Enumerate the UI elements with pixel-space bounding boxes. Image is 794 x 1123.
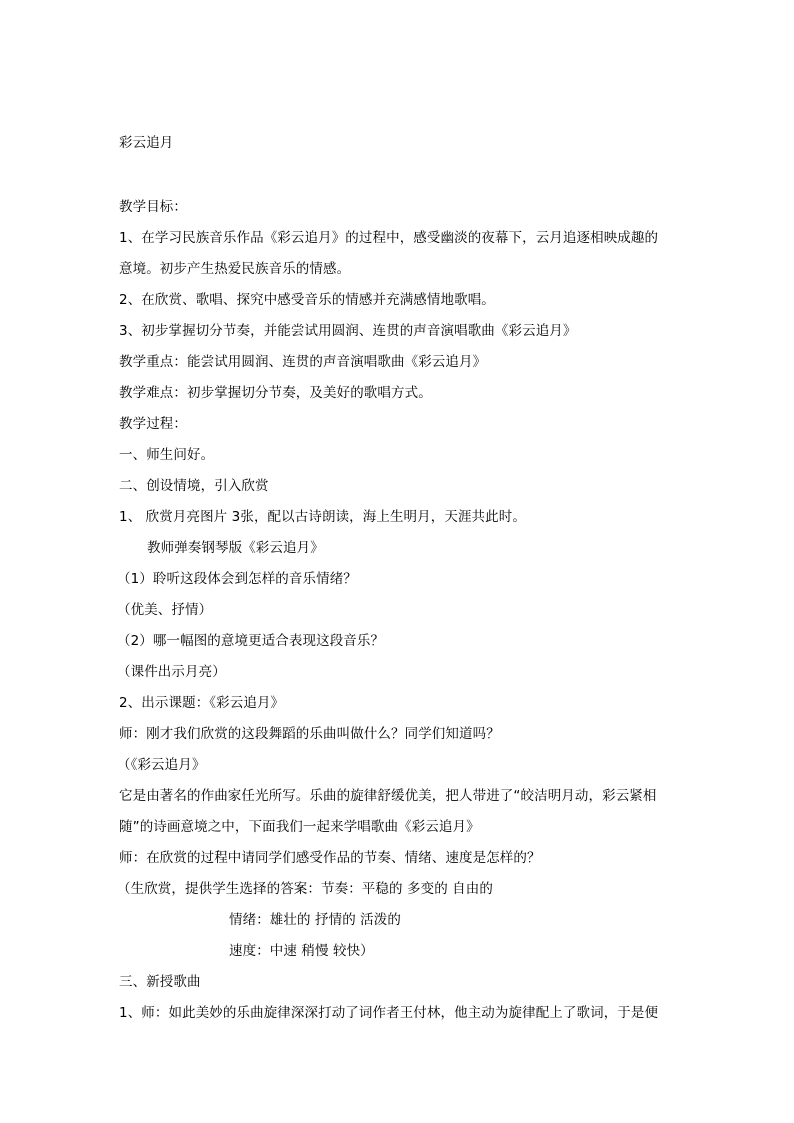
- intro-paragraph-line-2: 随”的诗画意境之中，下面我们一起来学唱歌曲《彩云追月》: [119, 819, 480, 835]
- question-1: （1）聆听这段体会到怎样的音乐情绪？: [117, 571, 357, 587]
- intro-paragraph-line-1: 它是由著名的作曲家任光所写。乐曲的旋律舒缓优美，把人带进了“皎洁明月动，彩云紧相: [119, 788, 657, 804]
- answer-options-rhythm: （生欣赏，提供学生选择的答案：节奏：平稳的 多变的 自由的: [117, 881, 493, 897]
- objective-3: 3、初步掌握切分节奏，并能尝试用圆润、连贯的声音演唱歌曲《彩云追月》: [119, 323, 577, 339]
- teaching-difficulty: 教学难点：初步掌握切分节奏，及美好的歌唱方式。: [119, 385, 432, 401]
- heading-teaching-process: 教学过程：: [119, 416, 187, 432]
- document-title: 彩云追月: [119, 135, 174, 151]
- section-2-heading: 二、创设情境，引入欣赏: [119, 478, 269, 494]
- question-2: （2）哪一幅图的意境更适合表现这段音乐？: [117, 633, 385, 649]
- section-3-heading: 三、新授歌曲: [119, 974, 201, 990]
- objective-1-line-2: 意境。初步产生热爱民族音乐的情感。: [119, 261, 351, 277]
- teacher-piano-line: 教师弹奏钢琴版《彩云追月》: [147, 540, 324, 556]
- section-3-step-1: 1、师：如此美妙的乐曲旋律深深打动了词作者王付林，他主动为旋律配上了歌词，于是便: [119, 1005, 659, 1021]
- answer-2: （课件出示月亮）: [117, 664, 226, 680]
- answer-options-speed: 速度：中速 稍慢 较快）: [229, 943, 374, 959]
- step-1-moon-images: 1、 欣赏月亮图片 3张，配以古诗朗读，海上生明月，天涯共此时。: [119, 509, 526, 525]
- answer-song-title: （《彩云追月》: [117, 757, 206, 773]
- objective-2: 2、在欣赏、歌唱、探究中感受音乐的情感并充满感情地歌唱。: [119, 292, 495, 308]
- teacher-question-1: 师：刚才我们欣赏的这段舞蹈的乐曲叫做什么？同学们知道吗？: [119, 726, 500, 742]
- teaching-key-point: 教学重点：能尝试用圆润、连贯的声音演唱歌曲《彩云追月》: [119, 354, 487, 370]
- answer-1: （优美、抒情）: [117, 602, 213, 618]
- heading-teaching-objectives: 教学目标：: [119, 199, 187, 215]
- step-2-show-title: 2、出示课题：《彩云追月》: [119, 695, 285, 711]
- section-1-greeting: 一、师生问好。: [119, 447, 215, 463]
- objective-1-line-1: 1、在学习民族音乐作品《彩云追月》的过程中，感受幽淡的夜幕下，云月追逐相映成趣的: [119, 230, 659, 246]
- teacher-question-2: 师：在欣赏的过程中请同学们感受作品的节奏、情绪、速度是怎样的？: [119, 850, 541, 866]
- answer-options-emotion: 情绪：雄壮的 抒情的 活泼的: [229, 912, 401, 928]
